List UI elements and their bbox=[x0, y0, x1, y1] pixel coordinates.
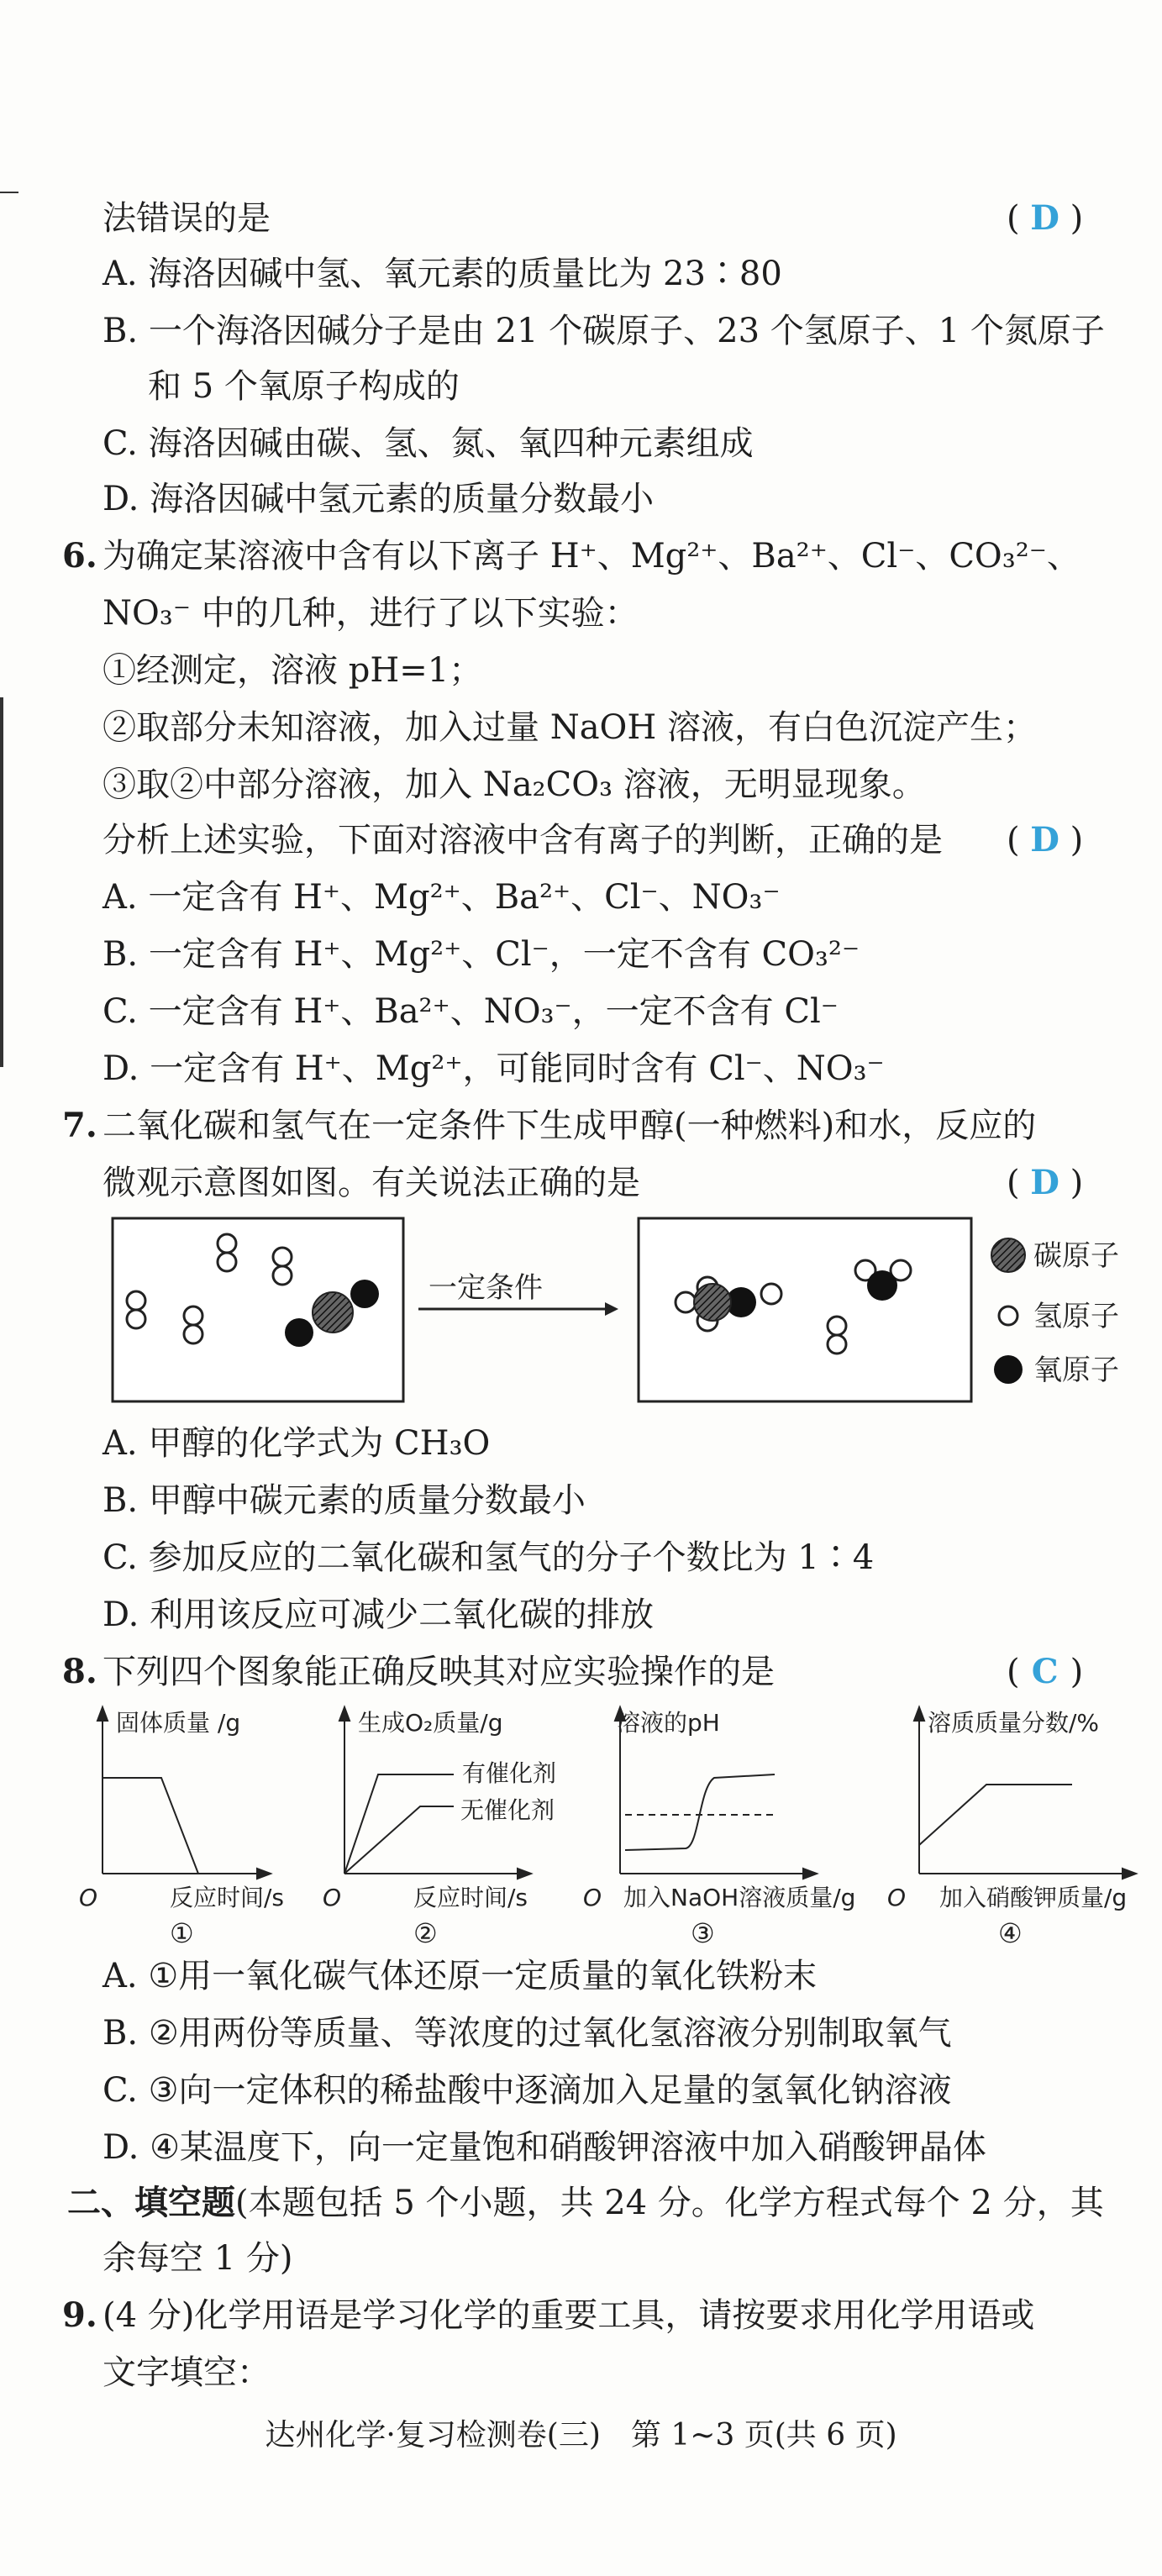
section2-title: 二、填空题 bbox=[67, 2183, 235, 2222]
section2-desc: (本题包括 5 个小题，共 24 分。化学方程式每个 2 分，其 bbox=[235, 2184, 1104, 2222]
q6-option-b: B. 一定含有 H⁺、Mg²⁺、Cl⁻，一定不含有 CO₃²⁻ bbox=[103, 935, 860, 974]
graph3-number: ③ bbox=[691, 1917, 715, 1949]
q6-step-2: ②取部分未知溶液，加入过量 NaOH 溶液，有白色沉淀产生； bbox=[103, 708, 1037, 747]
graph2-curve1-label: 有催化剂 bbox=[462, 1759, 557, 1787]
q6-stem-line2: NO₃⁻ 中的几种，进行了以下实验： bbox=[103, 594, 639, 633]
q6-option-d: D. 一定含有 H⁺、Mg²⁺，可能同时含有 Cl⁻、NO₃⁻ bbox=[103, 1049, 885, 1088]
q6-stem-line1: 为确定某溶液中含有以下离子 H⁺、Mg²⁺、Ba²⁺、Cl⁻、CO₃²⁻、 bbox=[103, 537, 1081, 576]
q9-number: 9. bbox=[62, 2295, 97, 2335]
q6-number: 6. bbox=[62, 536, 97, 576]
graph2-x-arrow bbox=[518, 1869, 531, 1879]
graph1-xlabel: 反应时间/s bbox=[170, 1884, 285, 1911]
graph2-ylabel: 生成O₂质量/g bbox=[358, 1709, 503, 1737]
reaction-arrow-head bbox=[605, 1302, 618, 1316]
q5-option-a: A. 海洛因碱中氢、氧元素的质量比为 23∶80 bbox=[103, 255, 782, 293]
q7-option-a: A. 甲醇的化学式为 CH₃O bbox=[103, 1424, 491, 1463]
graph1-curve bbox=[103, 1778, 198, 1874]
arrow-label: 一定条件 bbox=[429, 1271, 543, 1305]
q5-option-b: B. 一个海洛因碱分子是由 21 个碳原子、23 个氢原子、1 个氮原子 bbox=[103, 312, 1105, 350]
q5-option-d: D. 海洛因碱中氢元素的质量分数最小 bbox=[103, 480, 655, 518]
graph1-number: ① bbox=[170, 1917, 194, 1949]
q8-answer-letter: C bbox=[1031, 1652, 1059, 1691]
q6-answer: ( D ) bbox=[1007, 817, 1083, 864]
q5-option-c: C. 海洛因碱由碳、氢、氮、氧四种元素组成 bbox=[103, 424, 754, 463]
q6-answer-letter: D bbox=[1030, 820, 1059, 860]
q7-number: 7. bbox=[62, 1106, 97, 1145]
q6-step-1: ①经测定，溶液 pH=1； bbox=[103, 651, 483, 690]
q5-answer-letter: D bbox=[1030, 198, 1059, 238]
graph2-curve2-label: 无催化剂 bbox=[460, 1796, 555, 1824]
graph1-x-arrow bbox=[257, 1869, 271, 1879]
graph4-number: ④ bbox=[998, 1917, 1023, 1949]
q7-option-d: D. 利用该反应可减少二氧化碳的排放 bbox=[103, 1596, 655, 1634]
q8-option-b: B. ②用两份等质量、等浓度的过氧化氢溶液分别制取氧气 bbox=[103, 2014, 952, 2053]
hydrogen-atom-legend-icon bbox=[999, 1306, 1017, 1325]
q8-option-d: D. ④某温度下，向一定量饱和硝酸钾溶液中加入硝酸钾晶体 bbox=[103, 2128, 986, 2167]
q7-answer: ( D ) bbox=[1007, 1159, 1083, 1207]
graph2-xlabel: 反应时间/s bbox=[413, 1884, 528, 1911]
q9-stem-line2: 文字填空： bbox=[103, 2353, 271, 2392]
page-footer: 达州化学·复习检测卷(三) 第 1~3 页(共 6 页) bbox=[265, 2418, 897, 2452]
graph4-origin: O bbox=[887, 1884, 907, 1911]
oxygen-atom-legend-icon bbox=[994, 1355, 1023, 1384]
graph1-origin: O bbox=[79, 1884, 98, 1911]
graph2-y-arrow bbox=[339, 1707, 350, 1721]
q7-stem-line2: 微观示意图如图。有关说法正确的是 bbox=[103, 1164, 640, 1202]
graph3-x-arrow bbox=[803, 1869, 817, 1879]
q7-reaction-diagram bbox=[101, 1207, 1143, 1417]
q5-option-b-cont: 和 5 个氧原子构成的 bbox=[148, 367, 460, 406]
graph2-curve-no-catalyst bbox=[344, 1806, 454, 1874]
q8-stem: 下列四个图象能正确反映其对应实验操作的是 bbox=[103, 1653, 775, 1691]
graph4-ylabel: 溶质质量分数/% bbox=[928, 1709, 1100, 1737]
q8-number: 8. bbox=[62, 1652, 97, 1691]
q6-step-3: ③取②中部分溶液，加入 Na₂CO₃ 溶液，无明显现象。 bbox=[103, 765, 926, 804]
q7-option-c: C. 参加反应的二氧化碳和氢气的分子个数比为 1∶4 bbox=[103, 1538, 875, 1577]
q6-option-a: A. 一定含有 H⁺、Mg²⁺、Ba²⁺、Cl⁻、NO₃⁻ bbox=[103, 878, 781, 917]
graph4-xlabel: 加入硝酸钾质量/g bbox=[939, 1884, 1128, 1911]
graph4-y-arrow bbox=[914, 1707, 924, 1721]
legend-hydrogen: 氢原子 bbox=[1033, 1300, 1119, 1333]
section2-heading bbox=[67, 2179, 1104, 2226]
reactants-box bbox=[113, 1218, 403, 1401]
q7-answer-letter: D bbox=[1030, 1163, 1059, 1202]
q8-option-c: C. ③向一定体积的稀盐酸中逐滴加入足量的氢氧化钠溶液 bbox=[103, 2071, 952, 2110]
graph3-ylabel: 溶液的pH bbox=[617, 1709, 720, 1737]
graph3-xlabel: 加入NaOH溶液质量/g bbox=[623, 1884, 856, 1911]
margin-mark bbox=[0, 697, 3, 1067]
q7-option-b: B. 甲醇中碳元素的质量分数最小 bbox=[103, 1481, 586, 1520]
q6-option-c: C. 一定含有 H⁺、Ba²⁺、NO₃⁻，一定不含有 Cl⁻ bbox=[103, 992, 839, 1031]
graph1-ylabel: 固体质量 /g bbox=[116, 1709, 241, 1737]
graph3-curve bbox=[625, 1774, 775, 1850]
legend-carbon: 碳原子 bbox=[1033, 1239, 1119, 1273]
legend-oxygen: 氧原子 bbox=[1033, 1354, 1119, 1387]
q6-question: 分析上述实验，下面对溶液中含有离子的判断，正确的是 bbox=[103, 821, 943, 860]
graph3-origin: O bbox=[583, 1884, 602, 1911]
margin-mark bbox=[0, 192, 18, 193]
graph4-x-arrow bbox=[1123, 1869, 1136, 1879]
carbon-atom-legend-icon bbox=[991, 1238, 1025, 1272]
q8-answer: ( C ) bbox=[1007, 1648, 1083, 1695]
graph2-origin: O bbox=[323, 1884, 342, 1911]
q8-graphs bbox=[67, 1697, 1151, 1949]
q8-option-a: A. ①用一氧化碳气体还原一定质量的氧化铁粉末 bbox=[103, 1957, 818, 1995]
q5-answer: ( D ) bbox=[1007, 195, 1083, 242]
q7-stem-line1: 二氧化碳和氢气在一定条件下生成甲醇(一种燃料)和水，反应的 bbox=[103, 1107, 1037, 1145]
graph2-number: ② bbox=[413, 1917, 438, 1949]
q5-stem-tail: 法错误的是 bbox=[103, 199, 271, 238]
graph4-curve bbox=[919, 1785, 1072, 1845]
q9-stem-line1: (4 分)化学用语是学习化学的重要工具，请按要求用化学用语或 bbox=[103, 2296, 1035, 2335]
graph1-y-arrow bbox=[97, 1707, 108, 1721]
section2-desc-cont: 余每空 1 分) bbox=[103, 2239, 293, 2278]
